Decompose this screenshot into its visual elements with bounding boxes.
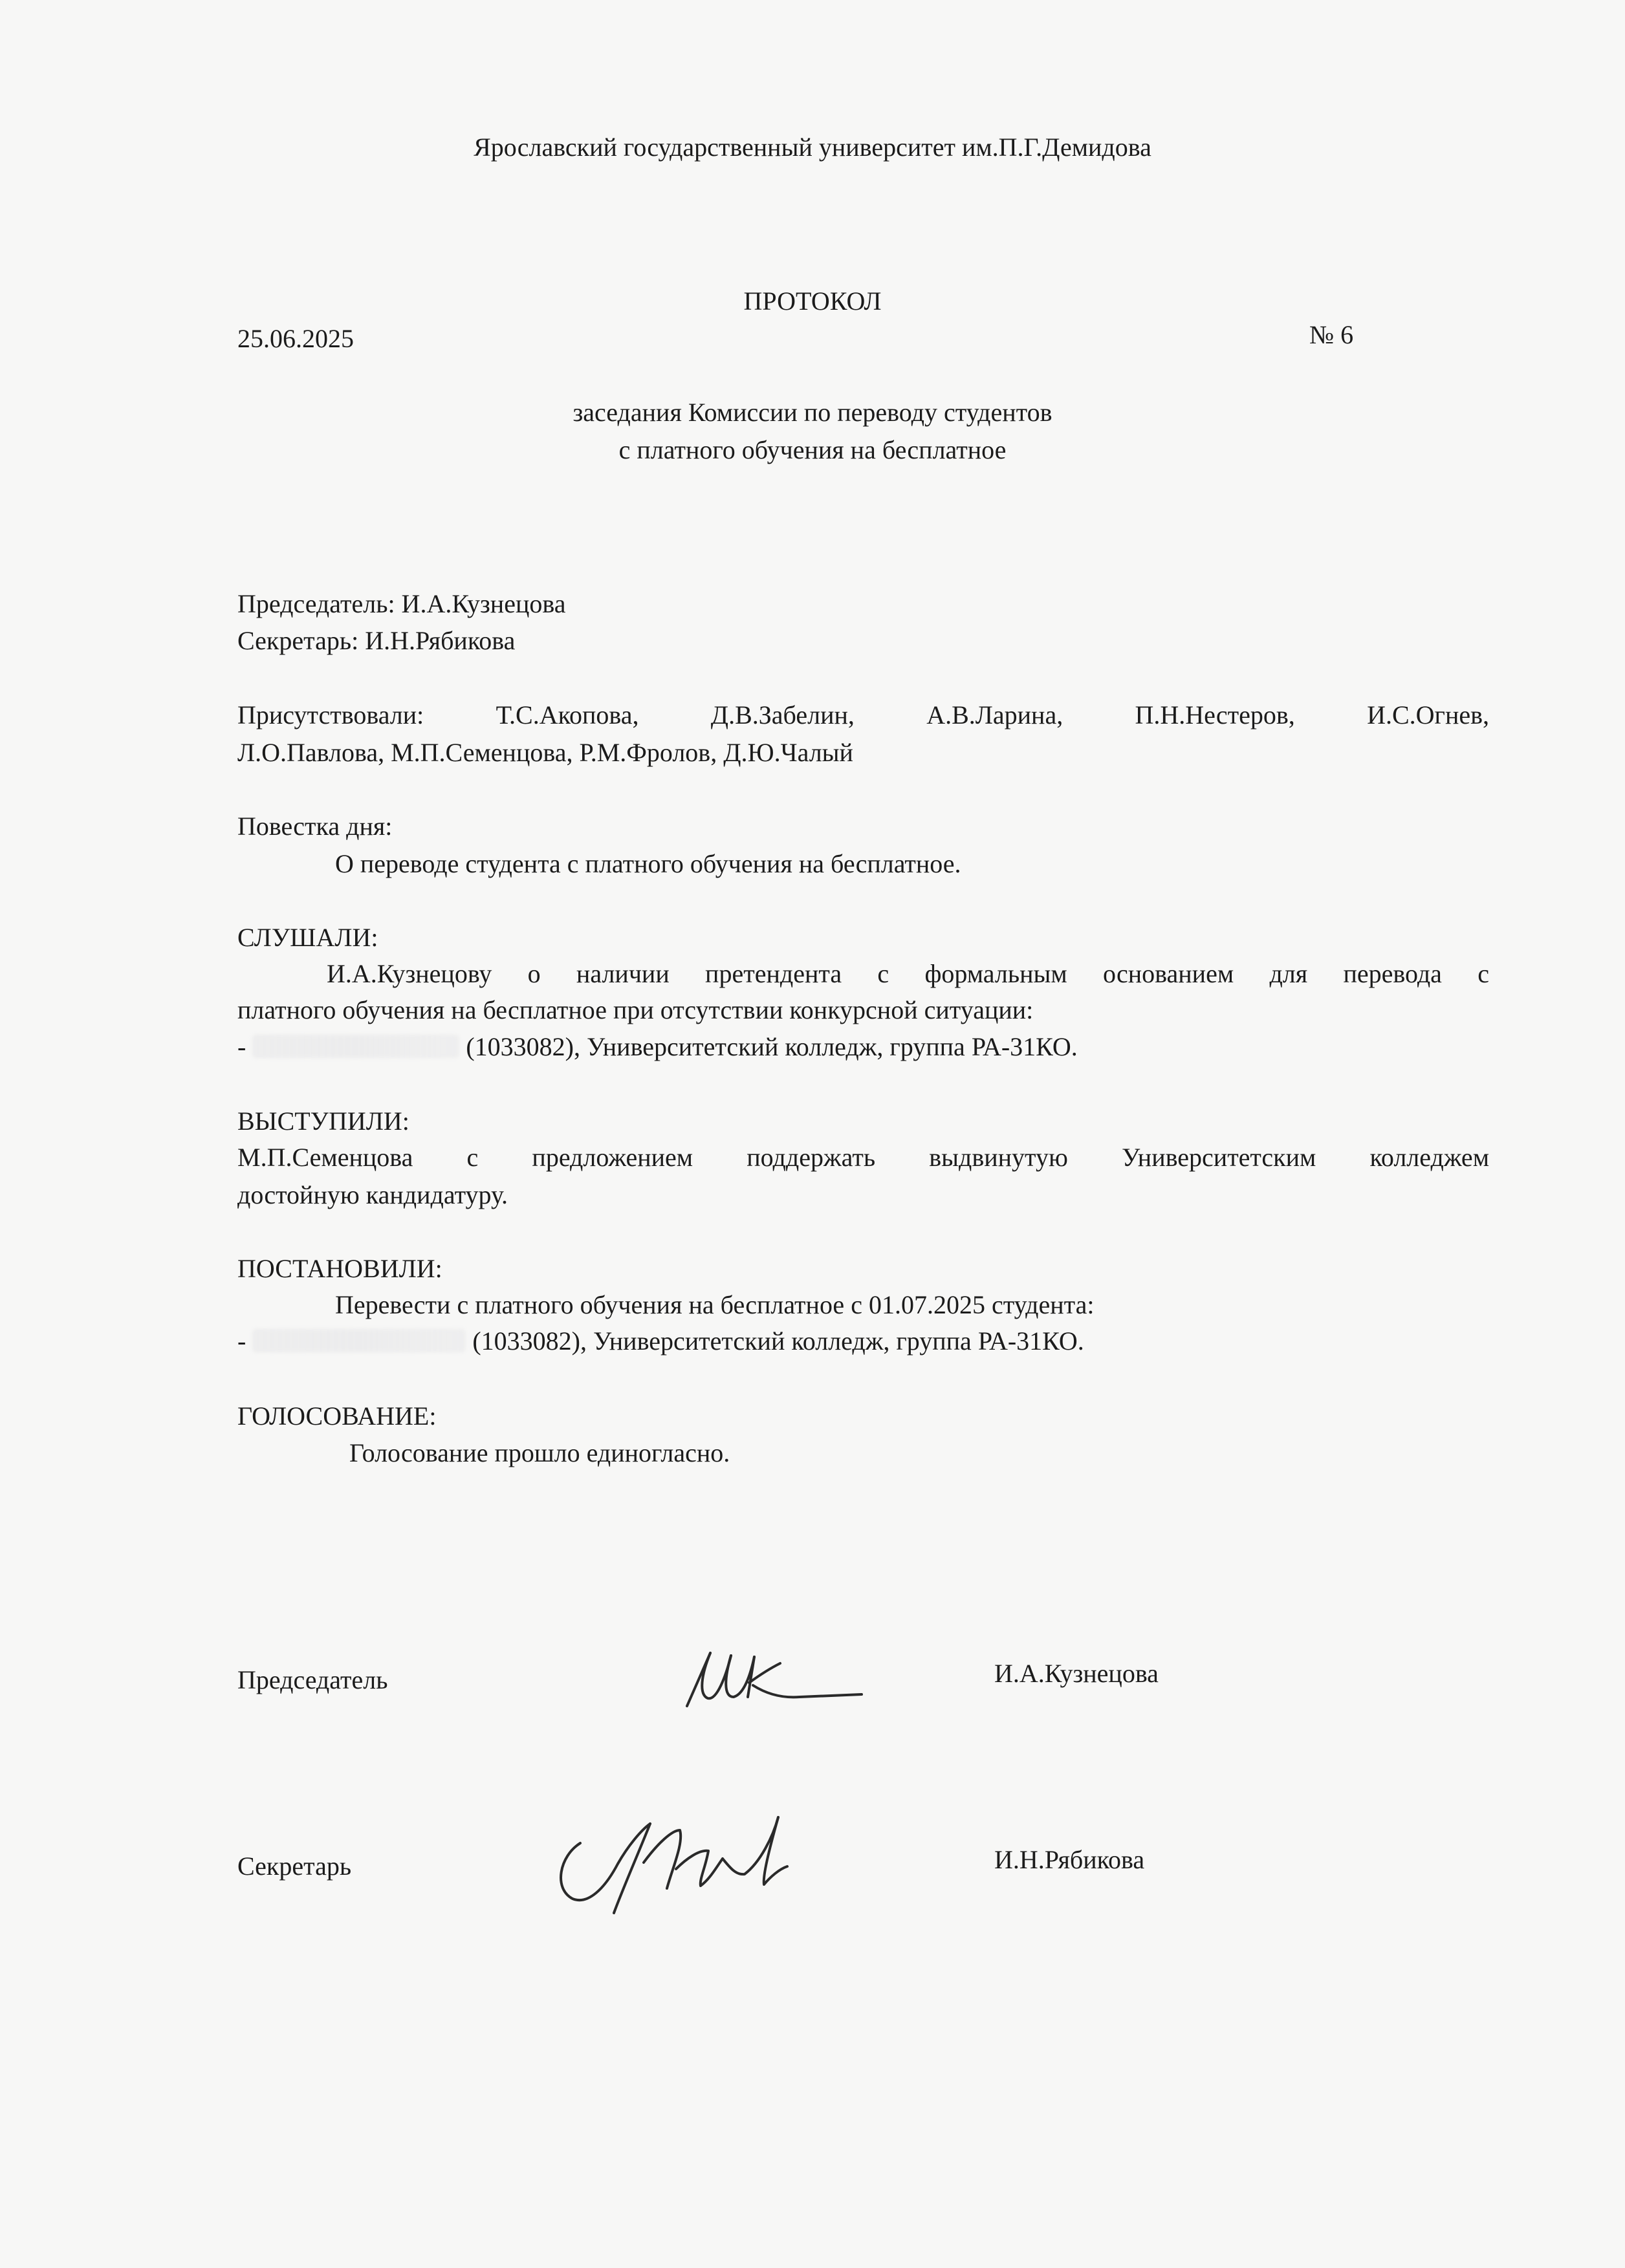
redacted-student-name bbox=[252, 1035, 459, 1058]
present-line-2: Л.О.Павлова, М.П.Семенцова, Р.М.Фролов, Д.Ю.Чалый bbox=[237, 738, 853, 767]
agenda-heading: Повестка дня: bbox=[237, 812, 393, 841]
vote-heading: ГОЛОСОВАНИЕ: bbox=[237, 1401, 437, 1431]
chair-signature-role: Председатель bbox=[237, 1665, 388, 1694]
present-line-1: Присутствовали: Т.С.Акопова, Д.В.Забелин, А.В.Ларина, П.Н.Нестеров, И.С.Огнев, bbox=[237, 700, 1489, 729]
secretary-signature-role: Секретарь bbox=[237, 1852, 352, 1881]
spoke-heading: ВЫСТУПИЛИ: bbox=[237, 1107, 409, 1136]
chair-line: Председатель: И.А.Кузнецова bbox=[237, 589, 566, 618]
resolved-item-text: (1033082), Университетский колледж, группа РА-31КО. bbox=[472, 1326, 1084, 1355]
heard-item bbox=[237, 1029, 1078, 1065]
protocol-date: 25.06.2025 bbox=[237, 324, 354, 353]
secretary-signature-icon bbox=[547, 1804, 805, 1921]
secretary-signature-name: И.Н.Рябикова bbox=[994, 1845, 1145, 1874]
list-dash: - bbox=[237, 1032, 246, 1061]
resolved-item bbox=[237, 1323, 1084, 1359]
heard-heading: СЛУШАЛИ: bbox=[237, 923, 378, 952]
subtitle-line-1: заседания Комиссии по переводу студентов bbox=[573, 398, 1052, 427]
resolved-heading: ПОСТАНОВИЛИ: bbox=[237, 1254, 442, 1283]
protocol-number: № 6 bbox=[1309, 320, 1354, 349]
heard-line-1: И.А.Кузнецову о наличии претендента с формальным основанием для перевода с bbox=[327, 959, 1489, 988]
spoke-line-2: достойную кандидатуру. bbox=[237, 1180, 508, 1209]
document-title: ПРОТОКОЛ bbox=[743, 286, 882, 316]
heard-item-text: (1033082), Университетский колледж, группа РА-31КО. bbox=[466, 1032, 1078, 1061]
resolved-line-1: Перевести с платного обучения на бесплатное с 01.07.2025 студента: bbox=[335, 1290, 1095, 1319]
vote-text: Голосование прошло единогласно. bbox=[349, 1438, 730, 1467]
institution-name: Ярославский государственный университет им.П.Г.Демидова bbox=[474, 133, 1151, 162]
spoke-line-1: М.П.Семенцова с предложением поддержать выдвинутую Университетским колледжем bbox=[237, 1143, 1489, 1172]
heard-line-2: платного обучения на бесплатное при отсутствии конкурсной ситуации: bbox=[237, 995, 1034, 1024]
chair-signature-name: И.А.Кузнецова bbox=[994, 1659, 1159, 1688]
subtitle-line-2: с платного обучения на бесплатное bbox=[618, 435, 1007, 464]
chair-signature-icon bbox=[673, 1630, 867, 1720]
agenda-text: О переводе студента с платного обучения на бесплатное. bbox=[335, 849, 961, 878]
secretary-line: Секретарь: И.Н.Рябикова bbox=[237, 626, 516, 655]
redacted-student-name bbox=[252, 1329, 466, 1352]
list-dash: - bbox=[237, 1326, 246, 1355]
